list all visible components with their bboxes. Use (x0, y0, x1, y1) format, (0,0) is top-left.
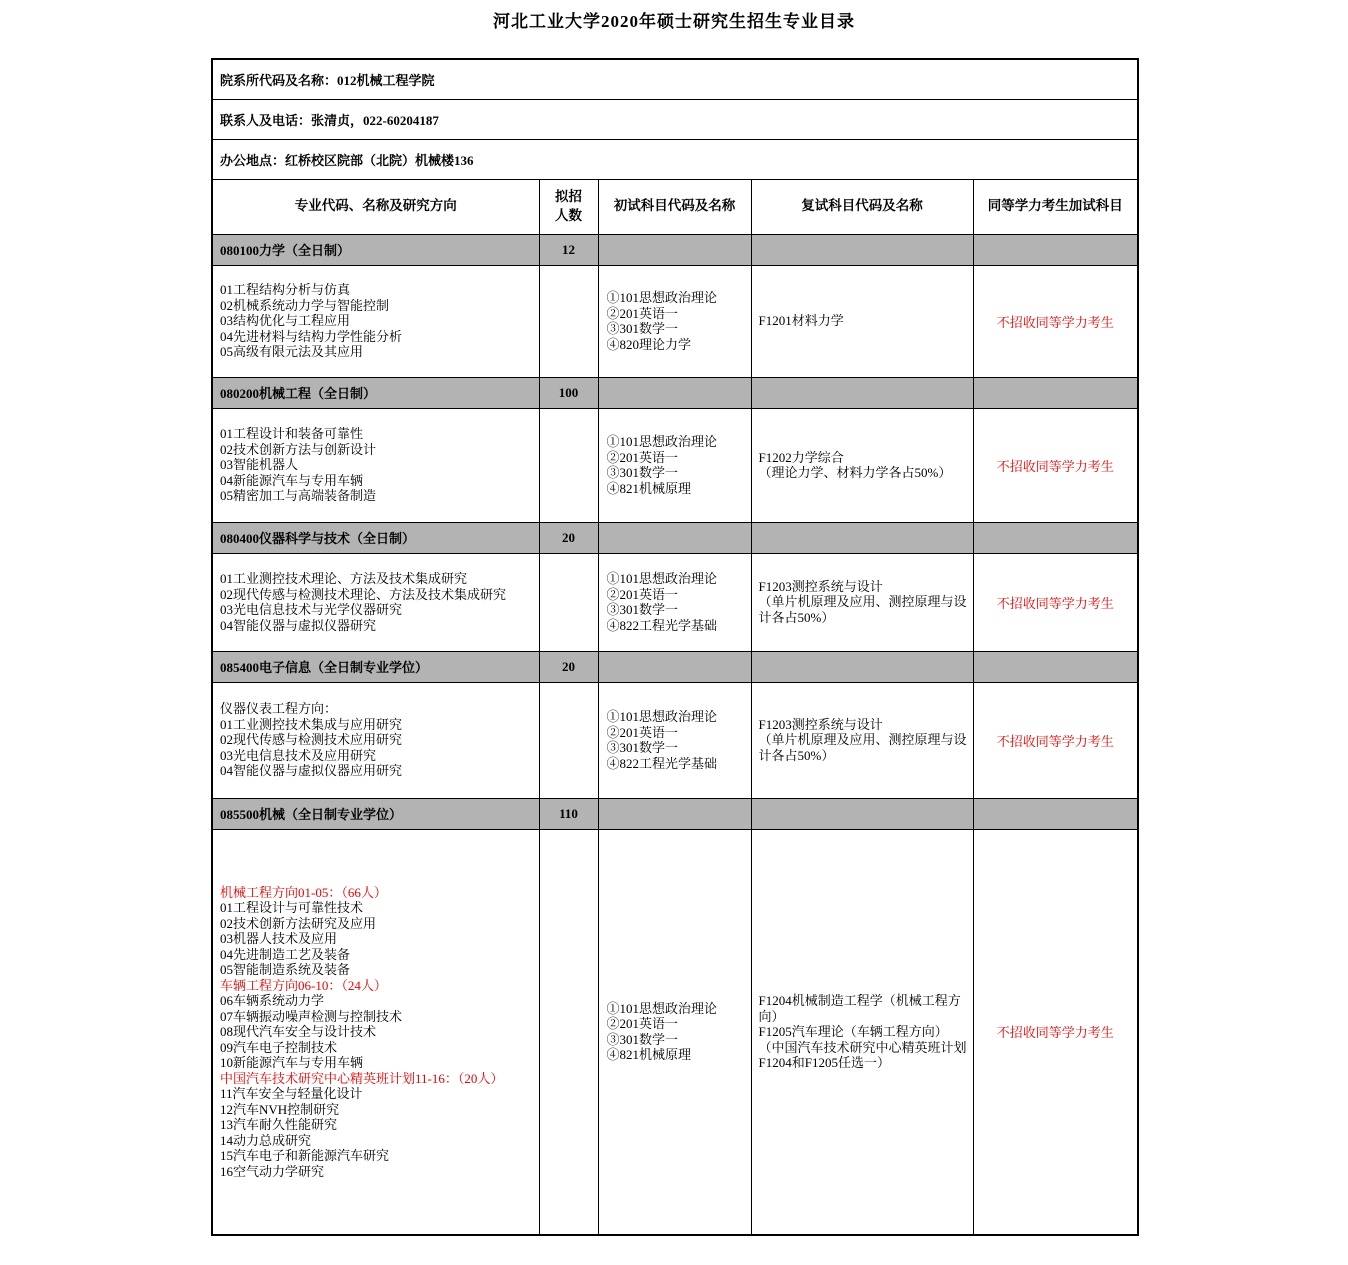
research-directions-cell (212, 682, 539, 798)
direction-line: 01工程设计和装备可靠性 (220, 426, 364, 442)
retest-subject-line: F1201材料力学 (758, 313, 844, 329)
direction-line: 05智能制造系统及装备 (220, 962, 351, 977)
column-header: 专业代码、名称及研究方向 (212, 179, 539, 234)
direction-line: 01工业测控技术理论、方法及技术集成研究 (220, 571, 468, 586)
retest-subject-line: （单片机原理及应用、测控原理与设计各占50%） (758, 732, 967, 763)
direction-line: 15汽车电子和新能源汽车研究 (220, 1148, 390, 1163)
exam-subject-line: ④821机械原理 (606, 480, 692, 496)
quota-empty-cell (539, 553, 598, 651)
quota-empty-cell (539, 682, 598, 798)
program-detail-row (212, 553, 1138, 651)
exam-subject-line: ④820理论力学 (606, 336, 692, 352)
exam-subject-line: ①101思想政治理论 (606, 1000, 718, 1016)
exam-subject-line: ④822工程光学基础 (606, 617, 718, 633)
program-band-name: 080200机械工程（全日制） (212, 377, 539, 408)
exam-subject-line: ②201英语一 (606, 586, 679, 602)
direction-line: 04新能源汽车与专用车辆 (220, 472, 364, 488)
band-empty-cell (598, 651, 751, 682)
program-band-row (212, 798, 1138, 829)
direction-line: 04智能仪器与虚拟仪器研究 (220, 617, 377, 633)
tongdeng-note-cell: 不招收同等学力考生 (973, 682, 1138, 798)
direction-line: 车辆工程方向06-10：（24人） (220, 977, 387, 993)
retest-exam-cell (751, 408, 973, 522)
band-empty-cell (598, 798, 751, 829)
exam-subject-line: ①101思想政治理论 (606, 709, 718, 724)
program-detail-row (212, 829, 1138, 1235)
program-band-name: 085400电子信息（全日制专业学位） (212, 651, 539, 682)
retest-subject-line: F1203测控系统与设计 (758, 578, 883, 594)
band-empty-cell (751, 651, 973, 682)
band-empty-cell (751, 798, 973, 829)
direction-line: 09汽车电子控制技术 (220, 1039, 338, 1055)
retest-exam-cell (751, 829, 973, 1235)
exam-subject-line: ②201英语一 (606, 305, 679, 321)
initial-exam-cell (598, 682, 751, 798)
admission-catalog-table (211, 58, 1139, 1236)
info-row-cell: 院系所代码及名称：012机械工程学院 (212, 59, 1138, 99)
info-row (212, 139, 1138, 179)
retest-subject-line: （理论力学、材料力学各占50%） (758, 465, 952, 480)
research-directions-cell (212, 408, 539, 522)
retest-subject-line: （中国汽车技术研究中心精英班计划F1204和F1205任选一） (758, 1039, 967, 1070)
info-row (212, 99, 1138, 139)
tongdeng-note-cell: 不招收同等学力考生 (973, 829, 1138, 1235)
exam-subject-line: ④822工程光学基础 (606, 755, 718, 771)
band-empty-cell (598, 234, 751, 265)
program-band-name: 085500机械（全日制专业学位） (212, 798, 539, 829)
page-title: 河北工业大学2020年硕士研究生招生专业目录 (493, 12, 855, 31)
retest-exam-cell (751, 265, 973, 377)
direction-line: 01工业测控技术集成与应用研究 (220, 716, 403, 732)
program-band-name: 080100力学（全日制） (212, 234, 539, 265)
column-header: 同等学力考生加试科目 (973, 179, 1138, 234)
retest-subject-line: F1204机械制造工程学（机械工程方向） (758, 993, 961, 1024)
exam-subject-line: ③301数学一 (606, 602, 679, 617)
retest-subject-line: （单片机原理及应用、测控原理与设计各占50%） (758, 594, 967, 625)
initial-exam-cell (598, 265, 751, 377)
research-directions-cell (212, 265, 539, 377)
band-empty-cell (598, 522, 751, 553)
direction-line: 16空气动力学研究 (220, 1163, 325, 1179)
initial-exam-cell (598, 829, 751, 1235)
program-band-row (212, 377, 1138, 408)
retest-exam-cell (751, 682, 973, 798)
research-directions-cell (212, 553, 539, 651)
program-band-name: 080400仪器科学与技术（全日制） (212, 522, 539, 553)
direction-line: 07车辆振动噪声检测与控制技术 (220, 1008, 403, 1024)
band-empty-cell (973, 377, 1138, 408)
direction-line: 10新能源汽车与专用车辆 (220, 1055, 364, 1070)
direction-line: 01工程结构分析与仿真 (220, 282, 351, 298)
band-empty-cell (973, 651, 1138, 682)
direction-line: 08现代汽车安全与设计技术 (220, 1024, 377, 1039)
exam-subject-line: ③301数学一 (606, 465, 679, 480)
direction-line: 04先进制造工艺及装备 (220, 946, 351, 962)
tongdeng-note-cell: 不招收同等学力考生 (973, 553, 1138, 651)
direction-line: 中国汽车技术研究中心精英班计划11-16：（20人） (220, 1070, 504, 1086)
program-detail-row (212, 682, 1138, 798)
program-quota: 100 (539, 377, 598, 408)
direction-line: 14动力总成研究 (220, 1132, 312, 1148)
quota-empty-cell (539, 829, 598, 1235)
info-row-cell: 办公地点：红桥校区院部（北院）机械楼136 (212, 139, 1138, 179)
direction-line: 11汽车安全与轻量化设计 (220, 1086, 363, 1101)
info-row (212, 59, 1138, 99)
direction-line: 06车辆系统动力学 (220, 993, 325, 1008)
direction-line: 12汽车NVH控制研究 (220, 1101, 340, 1117)
program-quota: 110 (539, 798, 598, 829)
direction-line: 02机械系统动力学与智能控制 (220, 297, 390, 313)
column-header-row (212, 179, 1138, 234)
column-header: 拟招人数 (539, 179, 598, 234)
program-band-row (212, 522, 1138, 553)
band-empty-cell (973, 522, 1138, 553)
quota-empty-cell (539, 408, 598, 522)
direction-line: 05精密加工与高端装备制造 (220, 488, 377, 504)
band-empty-cell (751, 377, 973, 408)
direction-line: 03智能机器人 (220, 457, 299, 473)
exam-subject-line: ②201英语一 (606, 1016, 679, 1032)
program-band-row (212, 651, 1138, 682)
band-empty-cell (751, 234, 973, 265)
direction-line: 03结构优化与工程应用 (220, 313, 351, 329)
exam-subject-line: ①101思想政治理论 (606, 571, 718, 586)
direction-line: 05高级有限元法及其应用 (220, 344, 364, 360)
quota-empty-cell (539, 265, 598, 377)
band-empty-cell (598, 377, 751, 408)
retest-subject-line: F1203测控系统与设计 (758, 716, 883, 732)
exam-subject-line: ③301数学一 (606, 740, 679, 755)
exam-subject-line: ③301数学一 (606, 321, 679, 336)
direction-line: 03光电信息技术与光学仪器研究 (220, 602, 403, 617)
program-quota: 20 (539, 522, 598, 553)
initial-exam-cell (598, 408, 751, 522)
exam-subject-line: ①101思想政治理论 (606, 290, 718, 305)
direction-line: 02技术创新方法研究及应用 (220, 915, 377, 931)
band-empty-cell (973, 234, 1138, 265)
retest-exam-cell (751, 553, 973, 651)
retest-subject-line: F1202力学综合 (758, 449, 844, 465)
direction-line: 02现代传感与检测技术理论、方法及技术集成研究 (220, 586, 507, 602)
exam-subject-line: ④821机械原理 (606, 1047, 692, 1063)
program-band-row (212, 234, 1138, 265)
program-quota: 12 (539, 234, 598, 265)
direction-line: 机械工程方向01-05：（66人） (220, 884, 387, 900)
direction-line: 04先进材料与结构力学性能分析 (220, 328, 403, 344)
table-body (212, 59, 1138, 1235)
direction-line: 仪器仪表工程方向： (220, 701, 338, 717)
direction-line: 13汽车耐久性能研究 (220, 1117, 338, 1132)
band-empty-cell (751, 522, 973, 553)
info-row-cell: 联系人及电话：张清贞，022-60204187 (212, 99, 1138, 139)
band-empty-cell (973, 798, 1138, 829)
program-detail-row (212, 408, 1138, 522)
tongdeng-note-cell: 不招收同等学力考生 (973, 408, 1138, 522)
exam-subject-line: ②201英语一 (606, 449, 679, 465)
exam-subject-line: ③301数学一 (606, 1031, 679, 1047)
direction-line: 02技术创新方法与创新设计 (220, 441, 377, 457)
exam-subject-line: ①101思想政治理论 (606, 434, 718, 449)
direction-line: 01工程设计与可靠性技术 (220, 900, 364, 915)
exam-subject-line: ②201英语一 (606, 724, 679, 740)
tongdeng-note-cell: 不招收同等学力考生 (973, 265, 1138, 377)
column-header: 复试科目代码及名称 (751, 179, 973, 234)
direction-line: 03机器人技术及应用 (220, 931, 338, 946)
direction-line: 02现代传感与检测技术应用研究 (220, 732, 403, 748)
initial-exam-cell (598, 553, 751, 651)
program-detail-row (212, 265, 1138, 377)
program-quota: 20 (539, 651, 598, 682)
retest-subject-line: F1205汽车理论（车辆工程方向） (758, 1024, 948, 1039)
column-header: 初试科目代码及名称 (598, 179, 751, 234)
research-directions-cell (212, 829, 539, 1235)
direction-line: 03光电信息技术及应用研究 (220, 747, 377, 763)
direction-line: 04智能仪器与虚拟仪器应用研究 (220, 763, 403, 779)
